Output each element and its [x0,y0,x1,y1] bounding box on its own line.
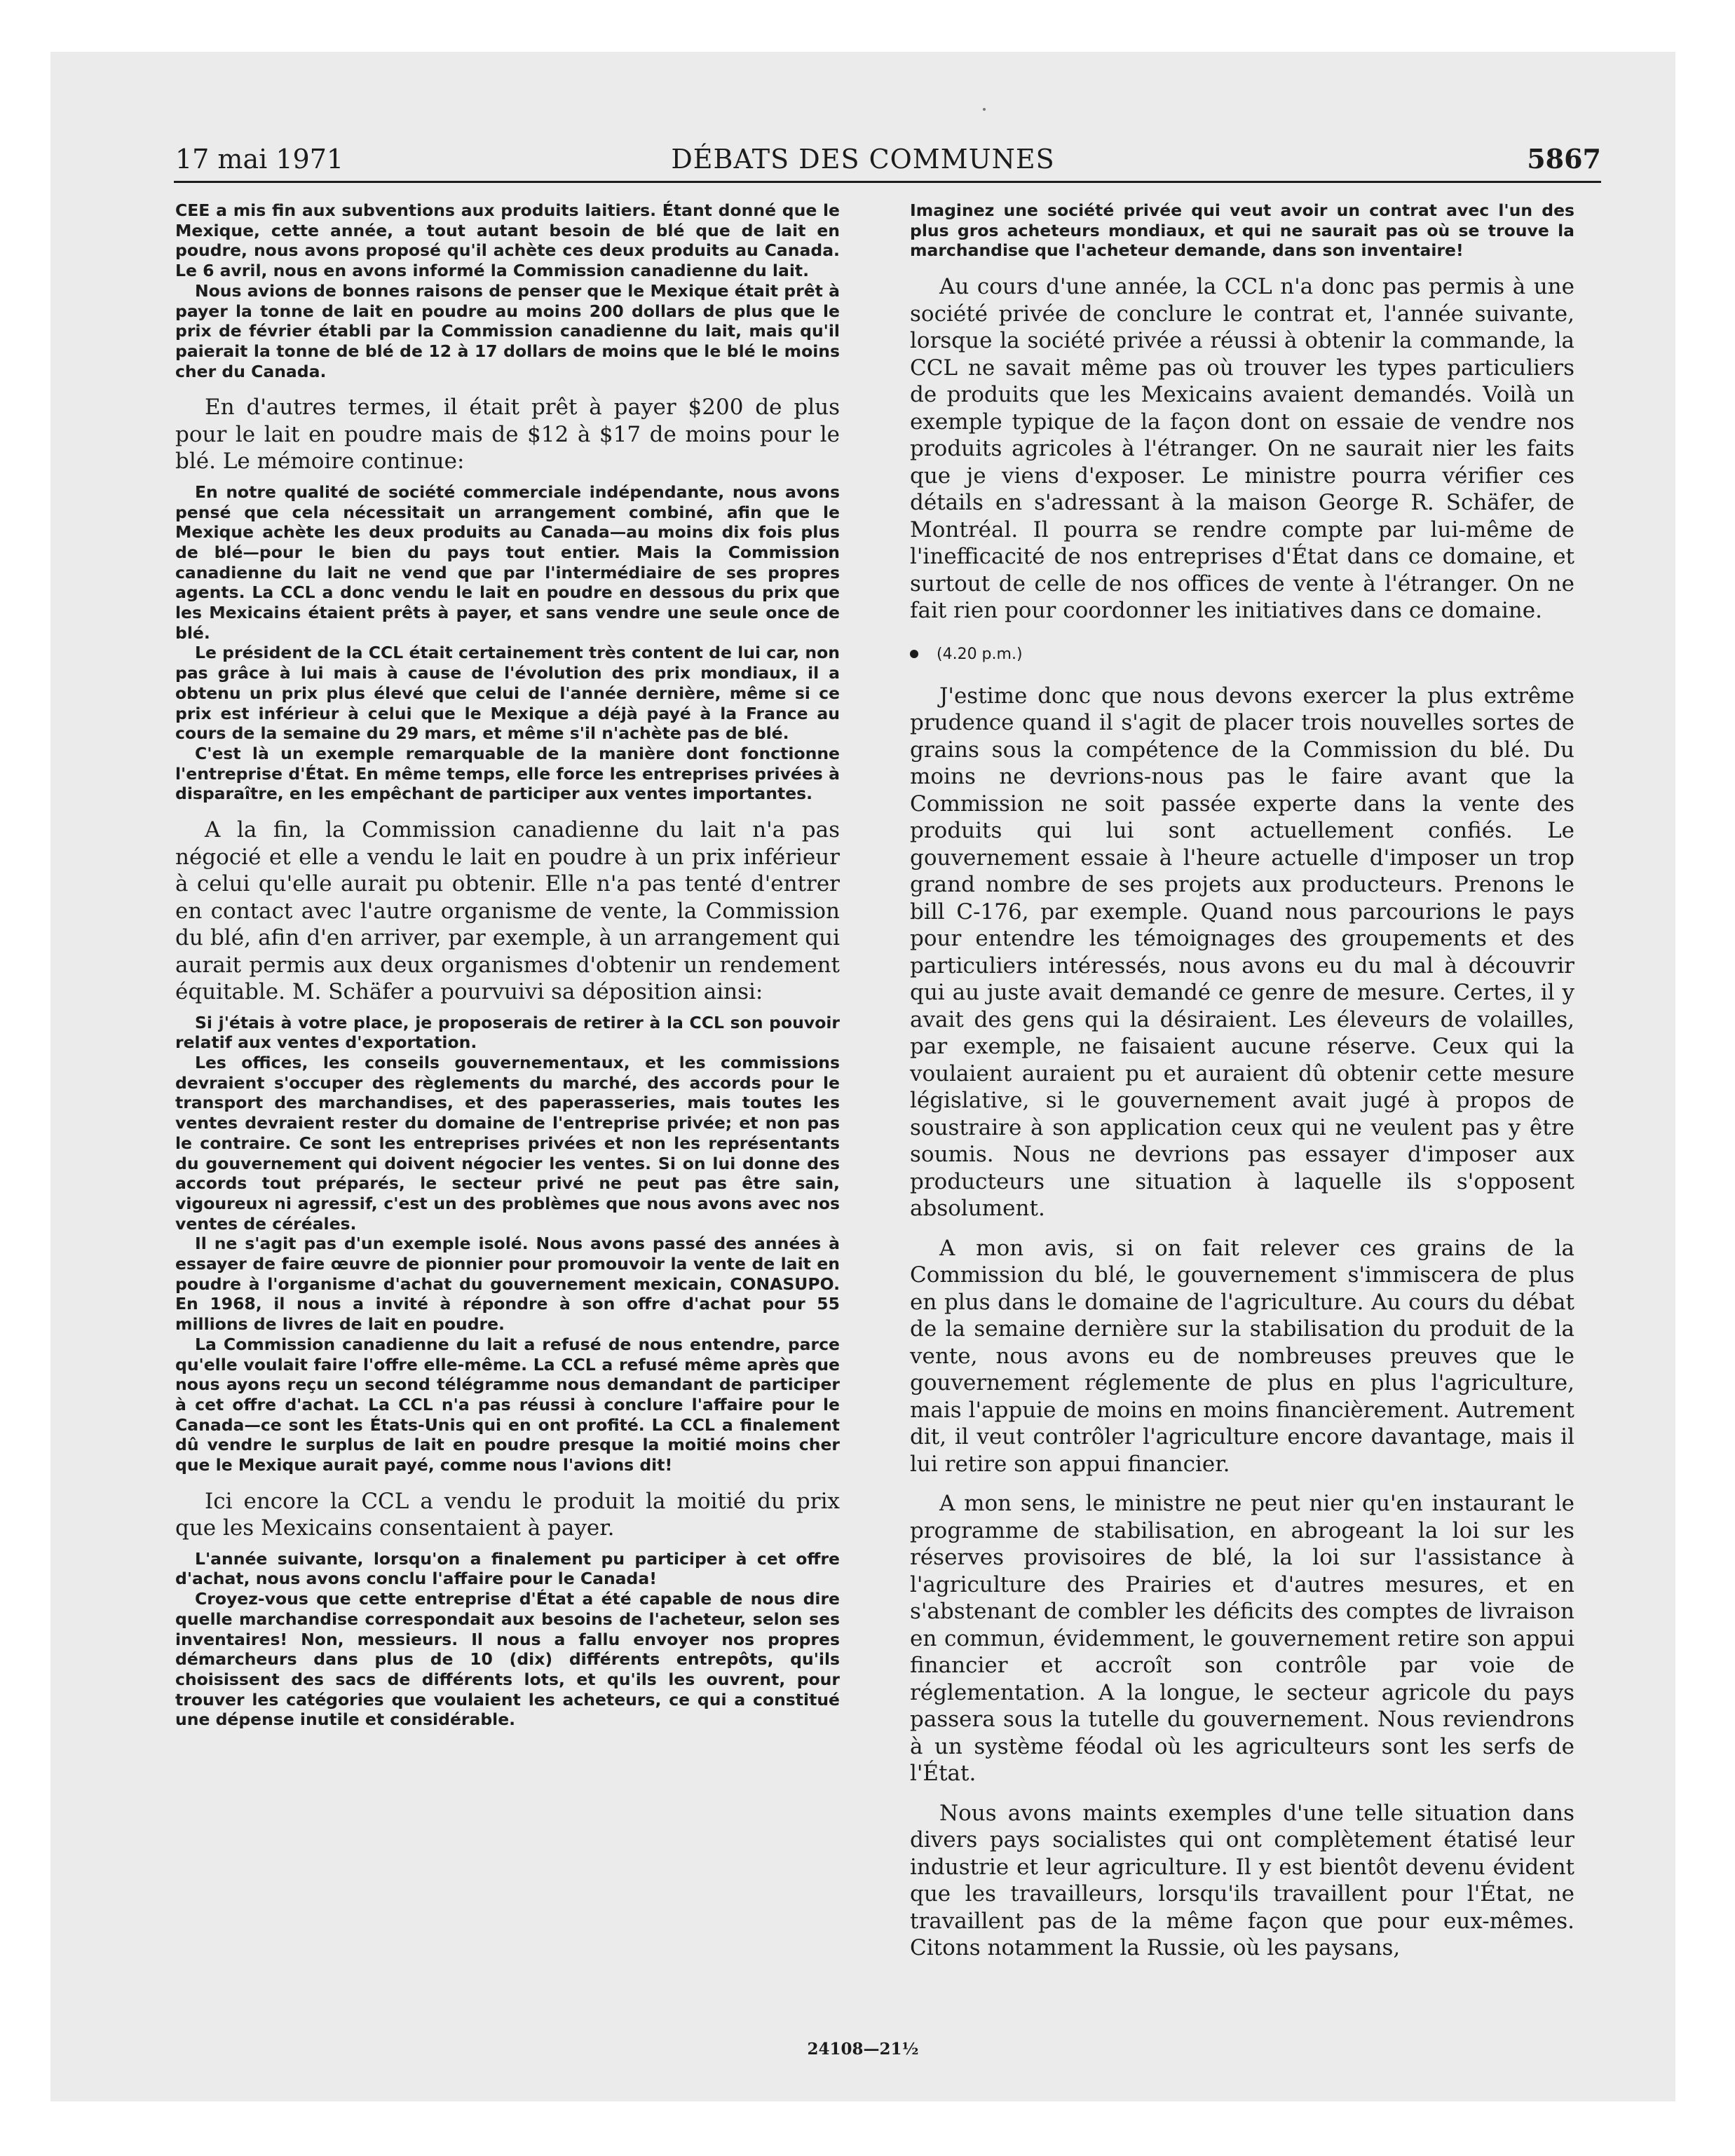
footer-signature: 24108—21½ [807,2040,919,2059]
quoted-paragraph: Imaginez une société privée qui veut avoir un contrat avec l'un des plus gros acheteurs mondiaux, et qui ne saurait pas où se trouve la marchandise que l'acheteur demande, dans son inventaire! [910,200,1574,261]
quoted-paragraph: Les offices, les conseils gouvernementaux, et les commissions devraient s'occuper des règlements du marché, des accords pour le transport des marchandises, et des paperasseries, mais toutes les ventes devraient rester du domaine de l'entreprise privée; et non pas le contraire. Ce sont les entreprises privées et non les représentants du gouvernement qui doivent négocier les ventes. Si on lui donne des accords tout préparés, le secteur privé ne peut pas être sain, vigoureux ni agressif, c'est un des problèmes que nous avons avec nos ventes de céréales. [175,1052,840,1234]
timestamp-text: (4.20 p.m.) [937,645,1023,663]
scan-speck [983,108,986,111]
left-column [175,200,840,1730]
quoted-paragraph: Le président de la CCL était certainement très content de lui car, non pas grâce à lui mais à cause de l'évolution des prix mondiaux, il a obtenu un prix plus élevé que celui de l'année dernière, même si ce prix est inférieur à celui que le Mexique a déjà payé à la France au cours de la semaine du 29 mars, et même s'il n'achète pas de blé. [175,643,840,744]
timestamp-marker [910,646,1574,663]
quoted-paragraph: C'est là un exemple remarquable de la manière dont fonctionne l'entreprise d'État. En même temps, elle force les entreprises privées à disparaître, en les empêchant de participer aux ventes importantes. [175,743,840,804]
quoted-paragraph: CEE a mis fin aux subventions aux produits laitiers. Étant donné que le Mexique, cette année, a tout autant besoin de blé que de lait en poudre, nous avons proposé qu'il achète ces deux produits au Canada. Le 6 avril, nous en avons informé la Commission canadienne du lait. [175,200,840,281]
speech-paragraph: Nous avons maints exemples d'une telle situation dans divers pays socialistes qui ont complètement étatisé leur industrie et leur agriculture. Il y est bientôt devenu évident que les travailleurs, lorsqu'ils travaillent pour l'État, ne travaillent pas de la même façon que pour eux-mêmes. Citons notamment la Russie, où les paysans, [910,1800,1574,1961]
quoted-paragraph: Il ne s'agit pas d'un exemple isolé. Nous avons passé des années à essayer de faire œuvre de pionnier pour promouvoir la vente de lait en poudre à l'organisme d'achat du gouvernement mexicain, CONASUPO. En 1968, il nous a invité à répondre à son offre d'achat pour 55 millions de livres de lait en poudre. [175,1234,840,1335]
bullet-icon [910,650,918,658]
quoted-paragraph: La Commission canadienne du lait a refusé de nous entendre, parce qu'elle voulait faire l'offre elle-même. La CCL a refusé même après que nous ayons reçu un second télégramme nous demandant de participer à cet offre d'achat. La CCL n'a pas réussi à conclure l'affaire pour le Canada—ce sont les États-Unis qui en ont profité. La CCL a finalement dû vendre le surplus de lait en poudre presque la moitié moins cher que le Mexique aurait payé, comme nous l'avions dit! [175,1334,840,1475]
speech-paragraph: J'estime donc que nous devons exercer la plus extrême prudence quand il s'agit de placer trois nouvelles sortes de grains sous la compétence de la Commission du blé. Du moins ne devrions-nous pas le faire avant que la Commission ne soit passée experte dans la vente des produits qui lui sont actuellement confiés. Le gouvernement essaie à l'heure actuelle d'imposer un trop grand nombre de ses projets aux producteurs. Prenons le bill C-176, par exemple. Quand nous parcourions le pays pour entendre les témoignages des groupements et des particuliers intéressés, nous avons eu du mal à découvrir qui au juste avait demandé ce genre de mesure. Certes, il y avait des gens qui la désiraient. Les éleveurs de volailles, par exemple, ne faisaient aucune réserve. Ceux qui la voulaient auraient pu et auraient dû obtenir cette mesure législative, si le gouvernement avait jugé à propos de soustraire à son application ceux qui ne veulent pas y être soumis. Nous ne devrions pas essayer d'imposer aux producteurs une situation à laquelle ils s'opposent absolument. [910,683,1574,1222]
quoted-paragraph: Croyez-vous que cette entreprise d'État a été capable de nous dire quelle marchandise correspondait aux besoins de l'acheteur, selon ses inventaires! Non, messieurs. Il nous a fallu envoyer nos propres démarcheurs dans plus de 10 (dix) différents entrepôts, qu'ils choisissent des sacs de différents lots, et qu'ils les ouvrent, pour trouver les catégories que voulaient les acheteurs, ce qui a constitué une dépense inutile et considérable. [175,1589,840,1730]
speech-paragraph: A mon sens, le ministre ne peut nier qu'en instaurant le programme de stabilisation, en abrogeant la loi sur les réserves provisoires de blé, la loi sur l'assistance à l'agriculture des Prairies et d'autres mesures, et en s'abstenant de combler les déficits des comptes de livraison en commun, évidemment, le gouvernement retire son appui financier et accroît son contrôle par voie de réglementation. A la longue, le secteur agricole du pays passera sous la tutelle du gouvernement. Nous reviendrons à un système féodal où les agriculteurs sont les serfs de l'État. [910,1491,1574,1787]
quoted-paragraph: En notre qualité de société commerciale indépendante, nous avons pensé que cela nécessitait un arrangement combiné, afin que le Mexique achète les deux produits au Canada—au moins dix fois plus de blé—pour le bien du pays tout entier. Mais la Commission canadienne du lait ne vend que par l'intermédiaire de ses propres agents. La CCL a donc vendu le lait en poudre en dessous du prix que les Mexicains étaient prêts à payer, et sans vendre une seule once de blé. [175,482,840,643]
speech-paragraph: A mon avis, si on fait relever ces grains de la Commission du blé, le gouvernement s'immiscera de plus en plus dans le domaine de l'agriculture. Au cours du débat de la semaine dernière sur la stabilisation du produit de la vente, nous avons eu de nombreuses preuves que le gouvernement réglemente de plus en plus l'agriculture, mais l'appuie de moins en moins financièrement. Autrement dit, il veut contrôler l'agriculture encore davantage, mais il lui retire son appui financier. [910,1235,1574,1477]
quoted-paragraph: Nous avions de bonnes raisons de penser que le Mexique était prêt à payer la tonne de lait en poudre au moins 200 dollars de plus que le prix de février établi par la Commission canadienne du lait, mais qu'il paierait la tonne de blé de 12 à 17 dollars de moins que le blé le moins cher du Canada. [175,280,840,381]
right-column [910,200,1574,1969]
speech-paragraph: Ici encore la CCL a vendu le produit la moitié du prix que les Mexicains consentaient à payer. [175,1488,840,1541]
speech-paragraph: Au cours d'une année, la CCL n'a donc pas permis à une société privée de conclure le contrat et, l'année suivante, lorsque la société privée a réussi à obtenir la commande, la CCL ne savait même pas où trouver les types particuliers de produits que les Mexicains avaient demandés. Voilà un exemple typique de la façon dont on essaie de vendre nos produits agricoles à l'étranger. On ne saurait nier les faits que je viens d'exposer. Le ministre pourra vérifier ces détails en s'adressant à la maison George R. Schäfer, de Montréal. Il pourra se rendre compte par lui-même de l'inefficacité de nos entreprises d'État dans ce domaine, et surtout de celle de nos offices de vente à l'étranger. On ne fait rien pour coordonner les initiatives dans ce domaine. [910,274,1574,624]
quoted-paragraph: Si j'étais à votre place, je proposerais de retirer à la CCL son pouvoir relatif aux ventes d'exportation. [175,1012,840,1053]
header-rule [174,181,1601,183]
page-number: 5867 [1527,143,1601,175]
hansard-page [50,52,1675,2101]
page-date: 17 mai 1971 [175,144,344,175]
speech-paragraph: A la fin, la Commission canadienne du lait n'a pas négocié et elle a vendu le lait en poudre à un prix inférieur à celui qu'elle aurait pu obtenir. Elle n'a pas tenté d'entrer en contact avec l'autre organisme de vente, la Commission du blé, afin d'en arriver, par exemple, à un arrangement qui aurait permis aux deux organismes d'obtenir un rendement équitable. M. Schäfer a pourvuivi sa déposition ainsi: [175,817,840,1005]
scanned-page [50,52,1675,2101]
page-title: DÉBATS DES COMMUNES [671,144,1055,175]
speech-paragraph: En d'autres termes, il était prêt à payer $200 de plus pour le lait en poudre mais de $12 à $17 de moins pour le blé. Le mémoire continue: [175,395,840,475]
quoted-paragraph: L'année suivante, lorsqu'on a finalement pu participer à cet offre d'achat, nous avons conclu l'affaire pour le Canada! [175,1548,840,1589]
